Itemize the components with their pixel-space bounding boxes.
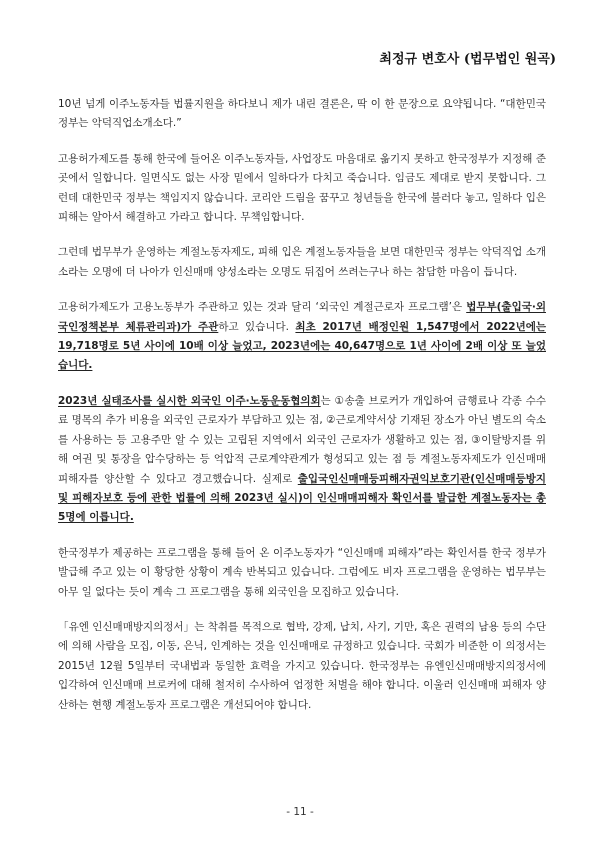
paragraph xyxy=(58,618,546,715)
emphasized-text: 2023년 실태조사를 실시한 외국인 이주·노동운동협의회 xyxy=(58,394,321,407)
document-body xyxy=(58,95,546,731)
paragraph xyxy=(58,95,546,134)
paragraph-text: 그런데 법무부가 운영하는 계절노동자제도, 피해 입은 계절노동자들을 보면 대한민국 정부는 악덕직업 소개소라는 오명에 더 나아가 인신매매 양성소라는 오명도 뒤집어 쓰려는구나 하는 참담한 마음이 듭니다. xyxy=(58,246,546,278)
paragraph-text: 고용허가제도를 통해 한국에 들어온 이주노동자들, 사업장도 마음대로 옮기지 못하고 한국정부가 지정해 준 곳에서 일합니다. 일면식도 없는 사장 밑에서 일하다가 다치고 죽습니다. 임금도 제대로 받지 못합니다. 그런데 대한민국 정부는 책임지지 않습니다. 코리안 드림을 꿈꾸고 청년들을 한국에 불러다 놓고, 일하다 입은 피해는 알아서 해결하고 가라고 합니다. 무책임합니다. xyxy=(58,152,546,224)
emphasized-text: 출입국인신매매등피해자권익보호기관(인신매매등방지 및 피해자보호 등에 관한 법률에 의해 2023년 실시)이 인신매매피해자 확인서를 발급한 계절노동자는 총 5명에 이릅니다. xyxy=(58,472,546,524)
paragraph xyxy=(58,298,546,376)
paragraph xyxy=(58,243,546,282)
paragraph-text: 「유엔 인신매매방지의정서」는 착취를 목적으로 협박, 강제, 납치, 사기, 기만, 혹은 권력의 남용 등의 수단에 의해 사람을 모집, 이동, 은닉, 인계하는 것을 인신매매로 규정하고 있습니다. 국회가 비준한 이 의정서는 2015년 12월 5일부터 국내법과 동일한 효력을 가지고 있습니다. 한국정부는 유엔인신매매방지의정서에 입각하여 인신매매 브로커에 대해 철저히 수사하여 엄정한 처벌을 해야 합니다. 이울러 인신매매 피해자 양산하는 현행 계절노동자 프로그램은 개선되어야 합니다. xyxy=(58,620,546,711)
paragraph-text: 하고 있습니다. xyxy=(218,320,296,333)
emphasized-text: 법무부(출입국·외국인정책본부 체류관리과)가 주관 xyxy=(58,301,546,333)
paragraph xyxy=(58,150,546,228)
paragraph-text: 고용허가제도가 고용노동부가 주관하고 있는 것과 달리 ‘외국인 계절근로자 프로그램’은 xyxy=(58,301,467,314)
paragraph-text: 한국정부가 제공하는 프로그램을 통해 들어 온 이주노동자가 “인신매매 피해자”라는 확인서를 한국 정부가 발급해 주고 있는 이 황당한 상황이 계속 반복되고 있습니다. 그럼에도 비자 프로그램을 운영하는 법무부는 아무 일 없다는 듯이 계속 그 프로그램을 통해 외국인을 모집하고 있습니다. xyxy=(58,546,546,598)
paragraph xyxy=(58,392,546,528)
paragraph xyxy=(58,544,546,602)
paragraph-text: 는 ①송출 브로커가 개입하여 금행료나 각종 수수료 명목의 추가 비용을 외국인 근로자가 부담하고 있는 점, ②근로계약서상 기재된 장소가 아닌 별도의 숙소를 사용하는 등 고용주만 알 수 있는 고립된 지역에서 외국인 근로자가 생활하고 있는 점, ③이탈방지를 위해 여권 및 통장을 압수당하는 등 억압적 근로계약관계가 형성되고 있는 점 등 계절노동자제도가 인신매매 피해자를 양산할 수 있다고 경고했습니다. 실제로 xyxy=(58,394,546,485)
paragraph-text: 10년 넘게 이주노동자들 법률지원을 하다보니 제가 내린 결론은, 딱 이 한 문장으로 요약됩니다. “대한민국 정부는 악덕직업소개소다.” xyxy=(58,98,546,130)
author-header: 최정규 변호사 (법무법인 원곡) xyxy=(379,52,556,67)
page-number: - 11 - xyxy=(286,806,314,818)
emphasized-text: 최초 2017년 배정인원 1,547명에서 2022년에는 19,718명로 5년 사이에 10배 이상 늘었고, 2023년에는 40,647명으로 1년 사이에 2배 이상 또 늘었습니다. xyxy=(58,320,546,372)
